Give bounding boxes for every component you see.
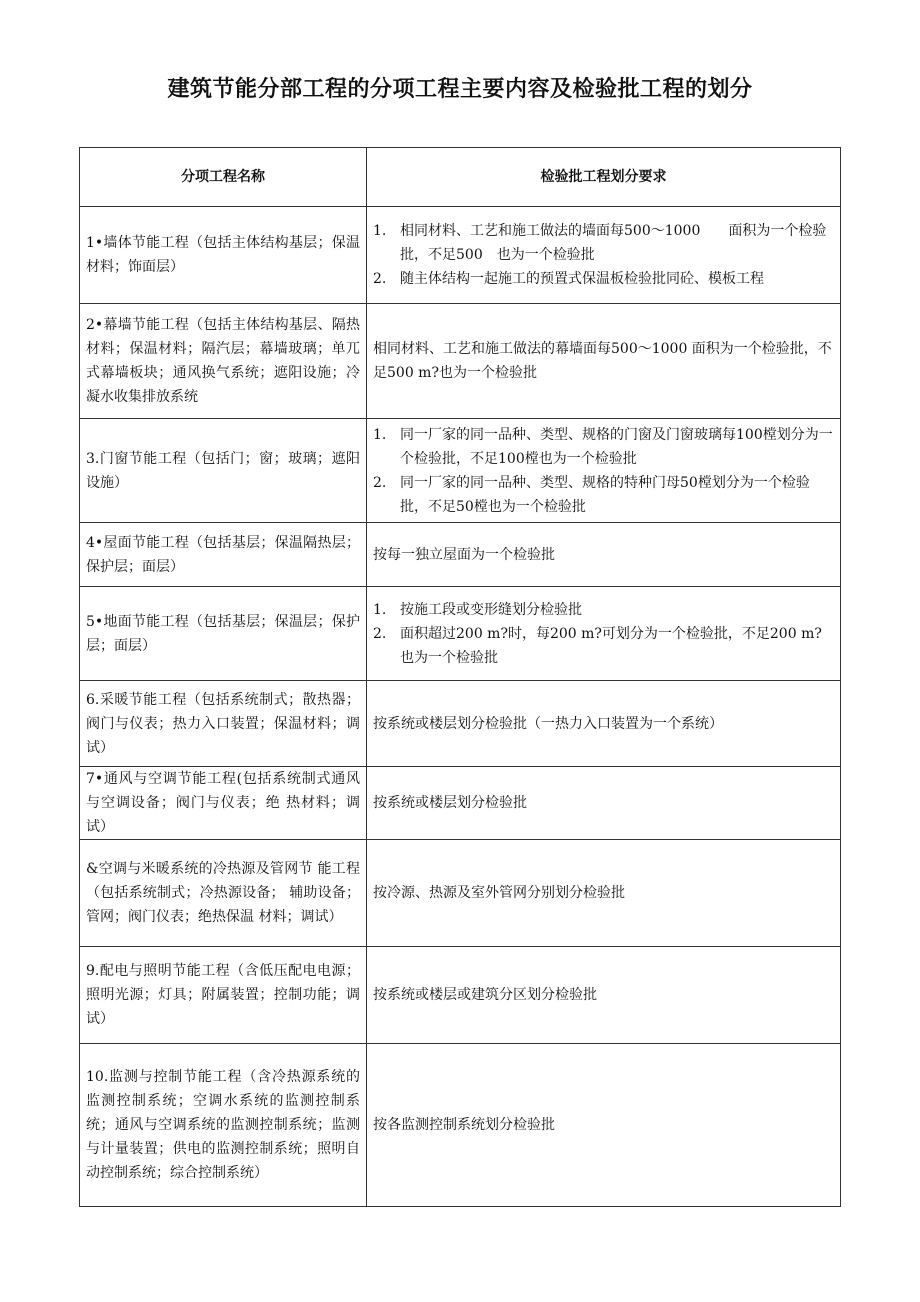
page-title: 建筑节能分部工程的分项工程主要内容及检验批工程的划分: [167, 77, 753, 102]
table-row: [80, 587, 841, 681]
inspection-batch-table: [79, 147, 841, 1207]
item-name: 6.采暖节能工程（包括系统制式；散热器；阀门与仪表；热力入口装置；保温材料；调试）: [80, 681, 367, 767]
header-item-name: 分项工程名称: [80, 148, 367, 207]
table-row: [80, 419, 841, 523]
item-requirement: 按系统或楼层划分检验批: [367, 767, 841, 840]
requirement-list-item: 2. 面积超过200 m?时，每200 m?可划分为一个检验批，不足200 m?也为一个检验批: [373, 625, 822, 666]
item-requirement: 按每一独立屋面为一个检验批: [367, 523, 841, 587]
item-name: 3.门窗节能工程（包括门；窗；玻璃；遮阳设施）: [80, 419, 367, 523]
item-name: &空调与米暖系统的冷热源及管网节 能工程（包括系统制式；冷热源设备； 辅助设备；管网；阀门仪表；绝热保温 材料；调试）: [80, 840, 367, 947]
item-requirement: [367, 207, 841, 304]
item-name: 10.监测与控制节能工程（含冷热源系统的监测控制系统；空调水系统的监测控制系统；通风与空调系统的监测控制系统；监测与计量装置；供电的监测控制系统；照明自动控制系统；综合控制系统）: [80, 1044, 367, 1207]
item-requirement: 按冷源、热源及室外管网分别划分检验批: [367, 840, 841, 947]
table-row: [80, 207, 841, 304]
requirement-list-item: 1. 同一厂家的同一品种、类型、规格的门窗及门窗玻璃每100樘划分为一个检验批，不足100樘也为一个检验批: [373, 426, 833, 467]
requirement-list-item: 1. 相同材料、工艺和施工做法的墙面每500～1000 面积为一个检验批，不足500 也为一个检验批: [373, 223, 827, 263]
requirement-list-item: 2. 同一厂家的同一品种、类型、规格的特种门母50樘划分为一个检验批，不足50樘也为一个检验批: [373, 474, 810, 515]
table-row: [80, 1044, 841, 1207]
item-name: 9.配电与照明节能工程（含低压配电电源；照明光源；灯具；附属装置；控制功能；调试）: [80, 947, 367, 1044]
item-requirement: [367, 587, 841, 681]
item-name: 5•地面节能工程（包括基层；保温层；保护层；面层）: [80, 587, 367, 681]
table-row: [80, 840, 841, 947]
item-requirement: 按系统或楼层划分检验批（一热力入口装置为一个系统）: [367, 681, 841, 767]
table-header-row: [80, 148, 841, 207]
table-row: [80, 767, 841, 840]
item-requirement: 按系统或楼层或建筑分区划分检验批: [367, 947, 841, 1044]
table-row: [80, 523, 841, 587]
item-name: 1•墙体节能工程（包括主体结构基层；保温材料；饰面层）: [80, 207, 367, 304]
item-name: 4•屋面节能工程（包括基层；保温隔热层；保护层；面层）: [80, 523, 367, 587]
header-requirement: 检验批工程划分要求: [367, 148, 841, 207]
requirement-list-item: 1. 按施工段或变形缝划分检验批: [373, 601, 582, 618]
item-requirement: 按各监测控制系统划分检验批: [367, 1044, 841, 1207]
item-name: 2•幕墙节能工程（包括主体结构基层、隔热材料；保温材料；隔汽层；幕墙玻璃；单兀式幕墙板块；通风换气系统；遮阳设施；冷凝水收集排放系统: [80, 304, 367, 419]
requirement-list-item: 2. 随主体结构一起施工的预置式保温板检验批同砼、模板工程: [373, 271, 764, 287]
table-row: [80, 681, 841, 767]
item-name: 7•通风与空调节能工程(包括系统制式通风与空调设备；阀门与仪表；绝 热材料；调试）: [80, 767, 367, 840]
item-requirement: 相同材料、工艺和施工做法的幕墙面每500～1000 面积为一个检验批，不足500 m?也为一个检验批: [367, 304, 841, 419]
table-row: [80, 304, 841, 419]
table-row: [80, 947, 841, 1044]
item-requirement: [367, 419, 841, 523]
